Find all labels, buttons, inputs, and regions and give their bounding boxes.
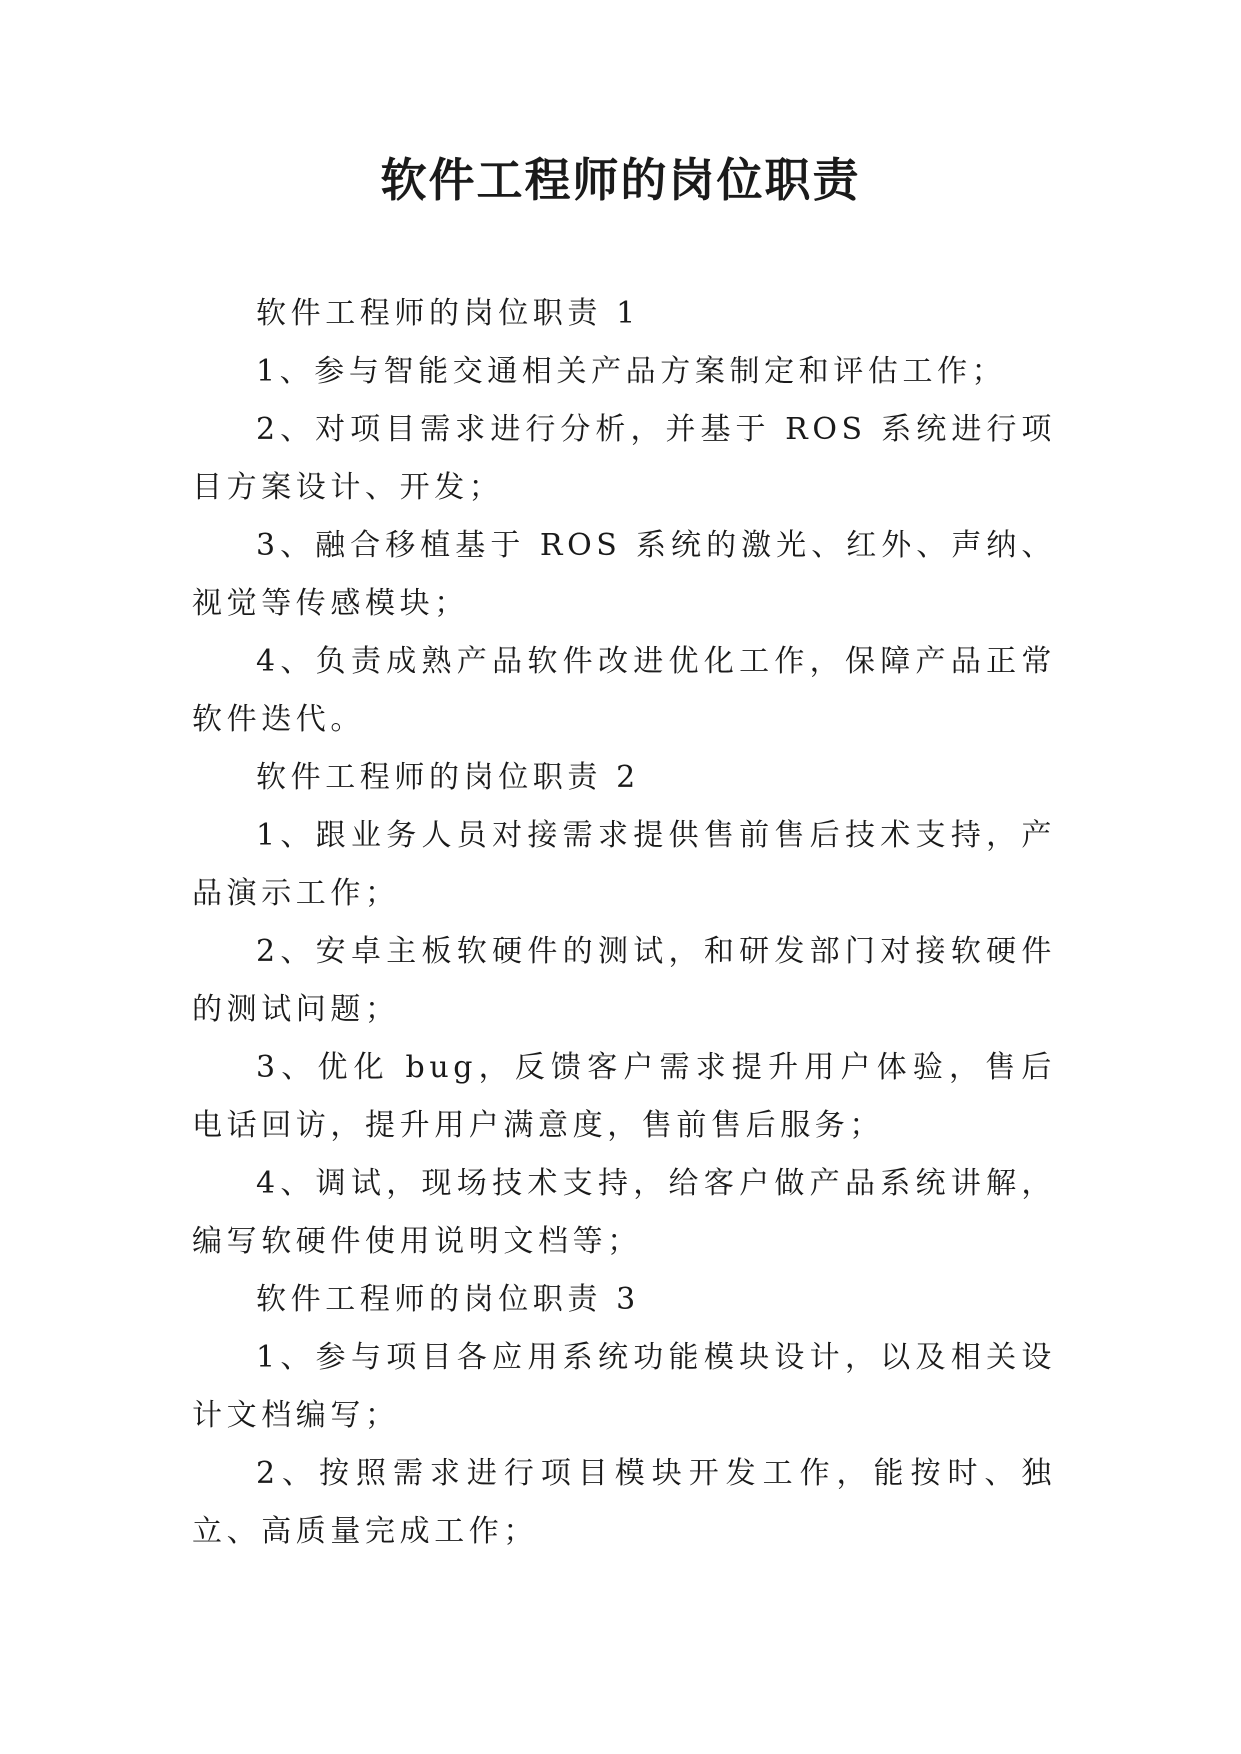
paragraph: 3、优化 bug，反馈客户需求提升用户体验，售后电话回访，提升用户满意度，售前售后服务；: [192, 1050, 1056, 1143]
paragraph: 4、调试，现场技术支持，给客户做产品系统讲解，编写软硬件使用说明文档等；: [192, 1166, 1056, 1259]
section-heading-2: 软件工程师的岗位职责 2: [256, 760, 640, 795]
paragraph: 2、对项目需求进行分析，并基于 ROS 系统进行项目方案设计、开发；: [192, 412, 1056, 505]
paragraph: 1、跟业务人员对接需求提供售前售后技术支持，产品演示工作；: [192, 818, 1056, 911]
paragraph: 1、参与项目各应用系统功能模块设计，以及相关设计文档编写；: [192, 1340, 1056, 1433]
document-body: [192, 285, 1056, 1561]
section-heading-1: 软件工程师的岗位职责 1: [256, 296, 640, 331]
paragraph: 4、负责成熟产品软件改进优化工作，保障产品正常软件迭代。: [192, 644, 1056, 737]
paragraph: 3、融合移植基于 ROS 系统的激光、红外、声纳、视觉等传感模块；: [192, 528, 1056, 621]
paragraph: 1、参与智能交通相关产品方案制定和评估工作；: [256, 354, 1007, 389]
paragraph: 2、按照需求进行项目模块开发工作，能按时、独立、高质量完成工作；: [192, 1456, 1056, 1549]
section-heading-3: 软件工程师的岗位职责 3: [256, 1282, 640, 1317]
document-title: 软件工程师的岗位职责: [380, 153, 861, 207]
paragraph: 2、安卓主板软硬件的测试，和研发部门对接软硬件的测试问题；: [192, 934, 1056, 1027]
